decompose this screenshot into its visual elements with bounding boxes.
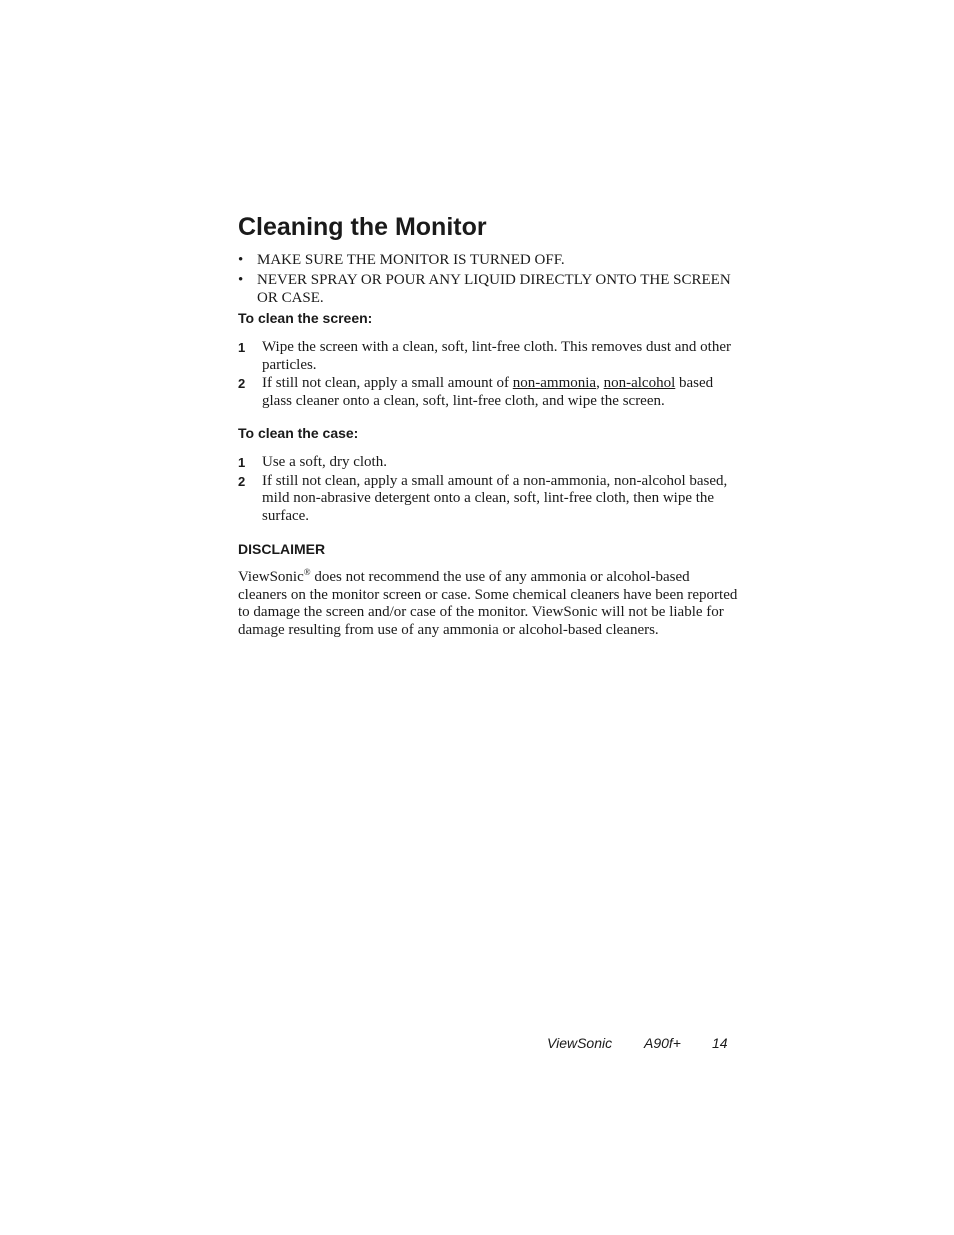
bullet-symbol: • <box>238 272 244 288</box>
case-step <box>238 473 738 526</box>
disclaimer-body: does not recommend the use of any ammonia or alcohol-based cleaners on the monitor screen or case. Some chemical cleaners have been reported to damage the screen and/or case of the monitor. ViewSonic will not be liable for damage resulting from use of any ammonia or alcohol-based cleaners. <box>238 569 738 638</box>
step-number: 2 <box>238 376 246 391</box>
step-text: Use a soft, dry cloth. <box>262 454 387 470</box>
screen-step <box>238 375 738 410</box>
page-title: Cleaning the Monitor <box>238 213 487 241</box>
footer-model: A90f+ <box>644 1035 681 1051</box>
case-section-heading: To clean the case: <box>238 425 359 441</box>
case-steps-list <box>238 454 738 526</box>
underlined-term-non-ammonia: non-ammonia <box>512 375 597 391</box>
step-text: If still not clean, apply a small amount of a non-ammonia, non-alcohol based, mild non-abrasive detergent onto a clean, soft, lint-free cloth, then wipe the surface. <box>262 472 728 524</box>
underlined-term-non-alcohol: non-alcohol <box>603 375 676 391</box>
step-number: 1 <box>238 455 246 470</box>
registered-mark: ® <box>303 567 311 577</box>
screen-step <box>238 339 738 374</box>
footer-brand: ViewSonic <box>547 1035 613 1051</box>
case-step <box>238 454 738 472</box>
warning-text: MAKE SURE THE MONITOR IS TURNED OFF. <box>257 252 565 268</box>
step-number: 2 <box>238 473 246 489</box>
footer-page-number: 14 <box>712 1035 728 1051</box>
step-separator: , <box>596 375 604 391</box>
step-number: 1 <box>238 340 246 355</box>
step-text: Wipe the screen with a clean, soft, lint-free cloth. This removes dust and other particles. <box>262 339 731 373</box>
warning-list <box>238 251 738 309</box>
disclaimer-brand: ViewSonic <box>238 569 304 585</box>
step-text-before: If still not clean, apply a small amount of <box>262 375 513 391</box>
step-text-after: based glass cleaner onto a clean, soft, lint-free cloth, and wipe the screen. <box>262 375 714 409</box>
warning-item <box>238 271 738 307</box>
bullet-symbol: • <box>238 252 244 268</box>
screen-steps-list <box>238 339 738 411</box>
warning-item <box>238 251 738 269</box>
warning-text: NEVER SPRAY OR POUR ANY LIQUID DIRECTLY ONTO THE SCREEN OR CASE. <box>257 272 731 306</box>
disclaimer-heading: DISCLAIMER <box>238 541 326 557</box>
disclaimer-text <box>238 569 738 639</box>
screen-section-heading: To clean the screen: <box>238 310 373 326</box>
